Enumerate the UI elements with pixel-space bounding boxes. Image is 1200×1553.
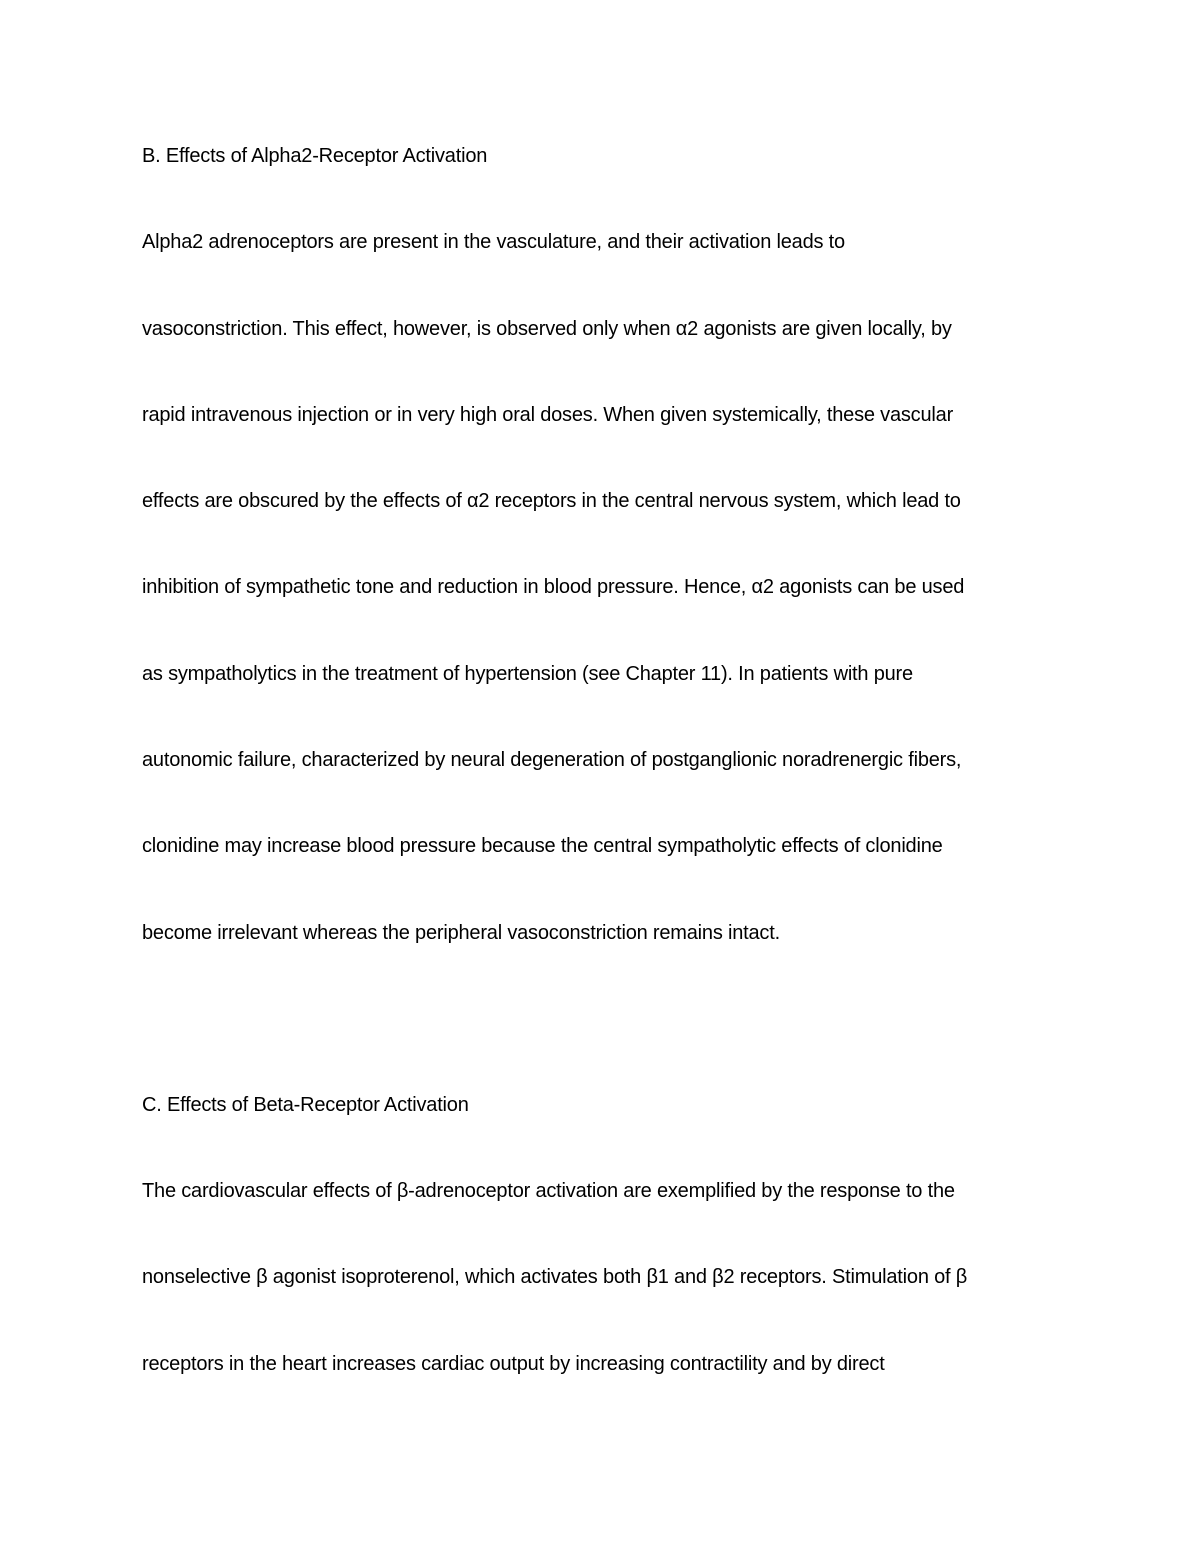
section-b-line-4: effects are obscured by the effects of α2 receptors in the central nervous system, which lead to: [142, 490, 961, 512]
section-c-line-3: receptors in the heart increases cardiac output by increasing contractility and by direct: [142, 1353, 885, 1375]
section-c-heading: C. Effects of Beta-Receptor Activation: [142, 1094, 469, 1116]
section-b-line-9: become irrelevant whereas the peripheral vasoconstriction remains intact.: [142, 922, 780, 944]
section-b-line-8: clonidine may increase blood pressure because the central sympatholytic effects of clonidine: [142, 835, 943, 857]
section-c-line-1: The cardiovascular effects of β-adrenoceptor activation are exemplified by the response to the: [142, 1180, 955, 1202]
section-b-line-1: Alpha2 adrenoceptors are present in the vasculature, and their activation leads to: [142, 231, 845, 253]
section-b-heading: B. Effects of Alpha2-Receptor Activation: [142, 145, 488, 167]
section-b-line-3: rapid intravenous injection or in very high oral doses. When given systemically, these vascular: [142, 404, 954, 426]
section-b-line-5: inhibition of sympathetic tone and reduction in blood pressure. Hence, α2 agonists can be used: [142, 576, 965, 598]
section-c-line-2: nonselective β agonist isoproterenol, which activates both β1 and β2 receptors. Stimulation of β: [142, 1266, 968, 1288]
section-b-line-6: as sympatholytics in the treatment of hypertension (see Chapter 11). In patients with pure: [142, 663, 913, 685]
section-b-line-2: vasoconstriction. This effect, however, is observed only when α2 agonists are given locally, by: [142, 318, 952, 340]
section-b-line-7: autonomic failure, characterized by neural degeneration of postganglionic noradrenergic fibers,: [142, 749, 962, 771]
